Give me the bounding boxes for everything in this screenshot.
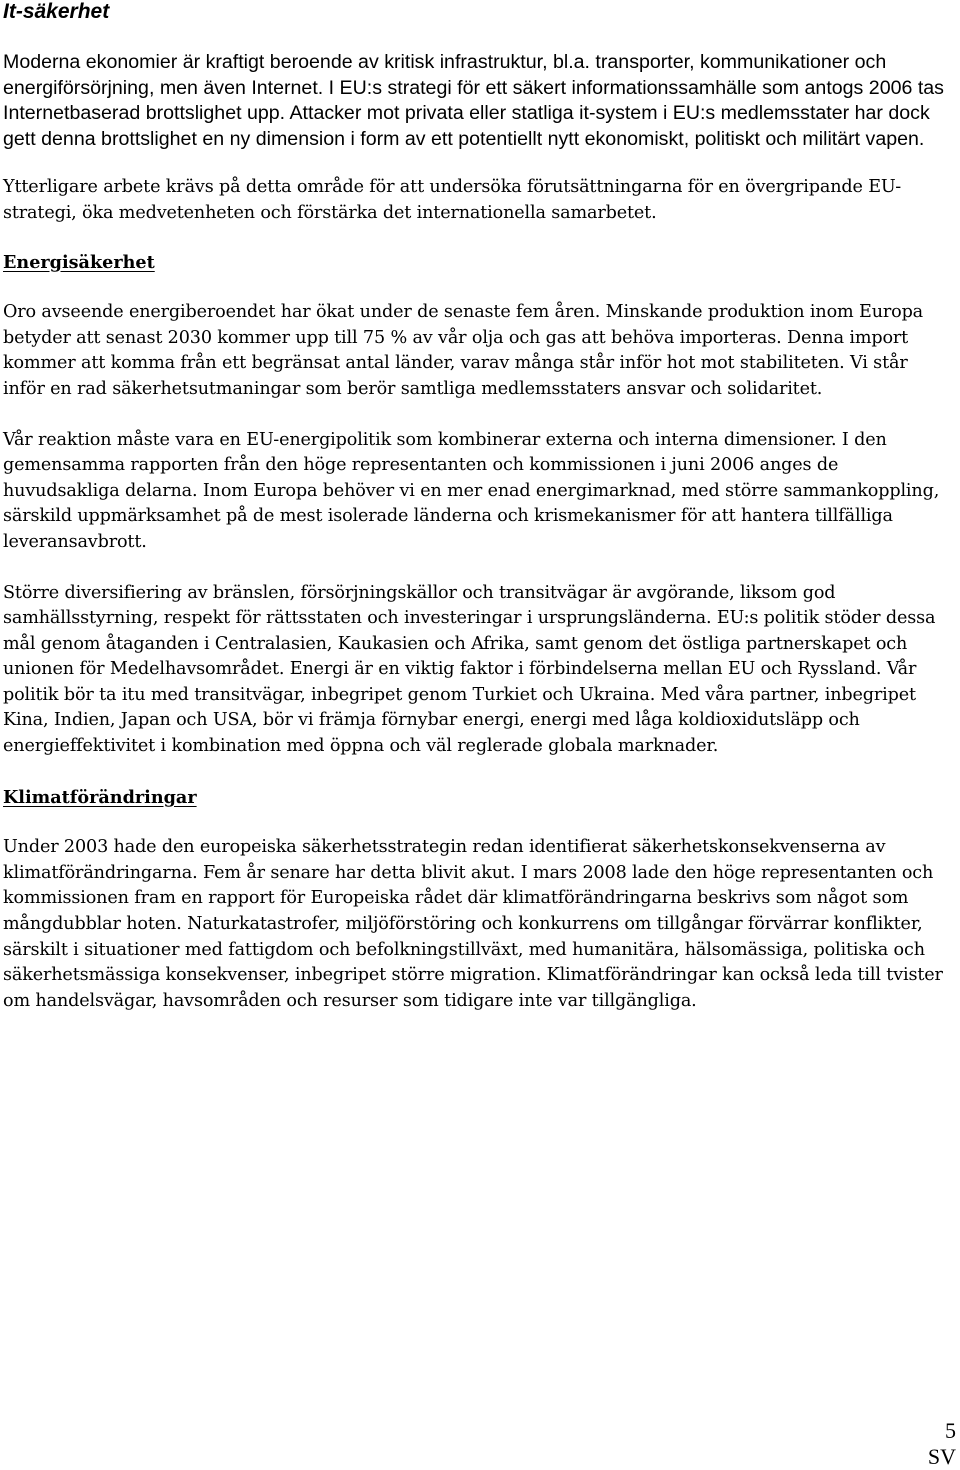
section-title-climate-change: Klimatförändringar <box>3 786 197 808</box>
paragraph-energy-1: Oro avseende energiberoendet har ökat under de senaste fem åren. Minskande produktion inom Europa betyder att senast 2030 kommer upp till 75 % av vår olja och gas att behöva importeras. Denna import kommer att komma från ett begränsat antal länder, varav många står inför hot mot stabiliteten. Vi står inför en rad säkerhetsutmaningar som berör samtliga medlemsstaters ansvar och solidaritet. <box>3 302 924 399</box>
paragraph-energy-2: Vår reaktion måste vara en EU-energipolitik som kombinerar externa och interna dimensioner. I den gemensamma rapporten från den höge representanten och kommissionen i juni 2006 anges de huvudsakliga delarna. Inom Europa behöver vi en mer enad energimarknad, med större sammankoppling, särskild uppmärksamhet på de mest isolerade länderna och krismekanismer för att hantera tillfälliga leveransavbrott. <box>3 429 940 552</box>
paragraph-it-security-2: Ytterligare arbete krävs på detta område för att undersöka förutsättningarna för en övergripande EU-strategi, öka medvetenheten och förstärka det internationella samarbetet. <box>3 177 902 223</box>
section-title-energy-security: Energisäkerhet <box>3 251 155 273</box>
paragraph-climate-1: Under 2003 hade den europeiska säkerhetsstrategin redan identifierat säkerhetskonsekvenserna av klimatförändringarna. Fem år senare har detta blivit akut. I mars 2008 lade den höge representanten och kommissionen fram en rapport för Europeiska rådet där klimatförändringarna beskrivs som något som mångdubblar hoten. Naturkatastrofer, miljöförstöring och konkurrens om tillgångar förvärrar konflikter, särskilt i situationer med fattigdom och befolkningstillväxt, med humanitära, hälsomässiga, politiska och säkerhetsmässiga konsekvenser, inbegripet större migration. Klimatförändringar kan också leda till tvister om handelsvägar, havsområden och resurser som tidigare inte var tillgängliga. <box>3 837 943 1011</box>
paragraph-it-security-1: Moderna ekonomier är kraftigt beroende av kritisk infrastruktur, bl.a. transporter, kommunikationer och energiförsörjning, men även Internet. I EU:s strategi för ett säkert informationssamhälle som antogs 2006 tas Internetbaserad brottslighet upp. Attacker mot privata eller statliga it-system i EU:s medlemsstater har dock gett denna brottslighet en ny dimension i form av ett potentiellt nytt ekonomiskt, politiskt och militärt vapen. <box>3 51 944 150</box>
page-content <box>3 0 957 1014</box>
section-title-it-security: It-säkerhet <box>3 0 110 23</box>
page-number: 5 <box>945 1418 956 1443</box>
language-code: SV <box>927 1444 956 1469</box>
paragraph-energy-3: Större diversifiering av bränslen, försörjningskällor och transitvägar är avgörande, liksom god samhällsstyrning, respekt för rättsstaten och investeringar i ursprungsländerna. EU:s politik stöder dessa mål genom åtaganden i Centralasien, Kaukasien och Afrika, samt genom det östliga partnerskapet och unionen för Medelhavsområdet. Energi är en viktig faktor i förbindelserna mellan EU och Ryssland. Vår politik bör ta itu med transitvägar, inbegripet genom Turkiet och Ukraina. Med våra partner, inbegripet Kina, Indien, Japan och USA, bör vi främja förnybar energi, energi med låga koldioxidutsläpp och energieffektivitet i kombination med öppna och väl reglerade globala marknader. <box>3 582 936 757</box>
